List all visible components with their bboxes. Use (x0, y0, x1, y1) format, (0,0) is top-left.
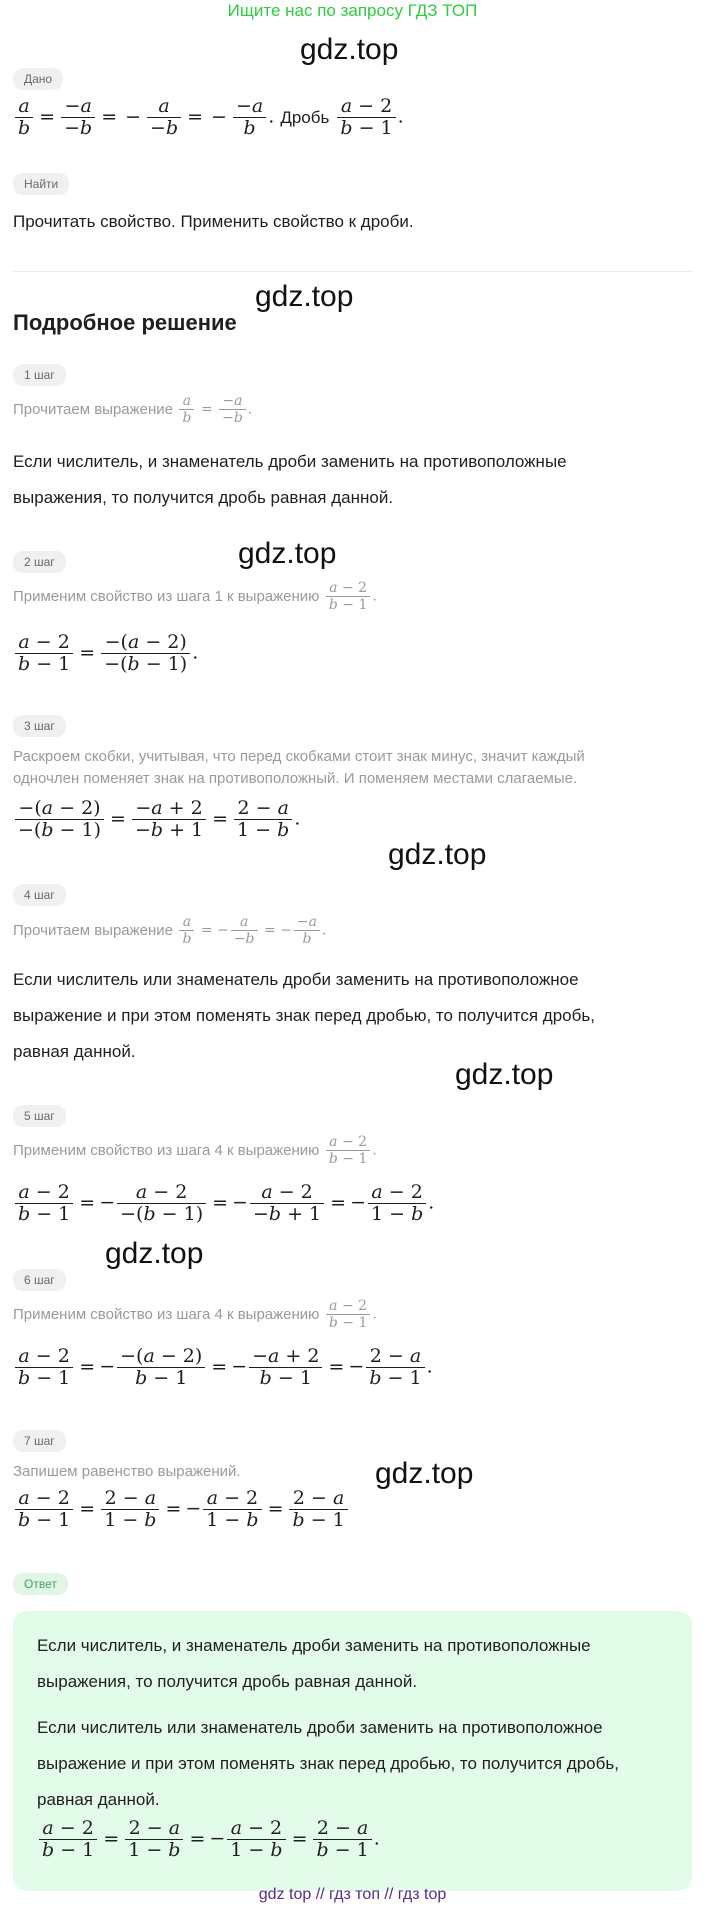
answer-formula: $\frac{a - 2}{b - 1}$ = $\frac{2 - a}{1 - b}$ = − $\frac{a - 2}{1 - b}$ = $\frac{2 - a}{b - 1}$ . (37, 1818, 380, 1861)
step-5-gray: Применим свойство из шага 4 к выражению $\frac{a - 2}{b - 1}$ . (13, 1134, 377, 1167)
step-6-gray: Применим свойство из шага 4 к выражению $\frac{a - 2}{b - 1}$ . (13, 1298, 377, 1331)
step-7-chip: 7 шаг (13, 1430, 66, 1452)
step-3-gray-2: одночлен поменяет знак на противоположный. И поменяем местами слагаемые. (13, 770, 578, 787)
answer-text-2a: Если числитель или знаменатель дроби заменить на противоположное (37, 1718, 603, 1737)
divider (13, 271, 693, 272)
find-chip: Найти (13, 173, 69, 195)
step-4-text-3: равная данной. (13, 1042, 136, 1061)
watermark: gdz.top (375, 1457, 474, 1490)
answer-text-1a: Если числитель, и знаменатель дроби заменить на противоположные (37, 1636, 591, 1655)
step-4-gray: Прочитаем выражение $\frac{a}{b}$ = − $\frac{a}{-b}$ = − $\frac{-a}{b}$ . (13, 914, 327, 947)
step-4-text-1: Если числитель или знаменатель дроби заменить на противоположное (13, 970, 579, 989)
step-2-formula: $\frac{a - 2}{b - 1}$ = $\frac{-(a - 2)}{-(b - 1)}$ . (13, 632, 198, 675)
step-5-formula: $\frac{a - 2}{b - 1}$ = − $\frac{a - 2}{-(b - 1)}$ = − $\frac{a - 2}{-b + 1}$ = − $\frac{a - 2}{1 - b}$ . (13, 1182, 434, 1225)
step-7-gray: Запишем равенство выражений. (13, 1463, 241, 1480)
step-3-gray-1: Раскроем скобки, учитывая, что перед скобками стоит знак минус, значит каждый (13, 748, 585, 765)
find-text: Прочитать свойство. Применить свойство к дроби. (13, 212, 414, 231)
step-4-text-2: выражение и при этом поменять знак перед дробью, то получится дробь, (13, 1006, 595, 1025)
top-banner[interactable]: Ищите нас по запросу ГДЗ ТОП (227, 1, 478, 20)
step-5-chip: 5 шаг (13, 1105, 66, 1127)
watermark: gdz.top (105, 1237, 204, 1270)
step-6-chip: 6 шаг (13, 1269, 66, 1291)
solution-title: Подробное решение (13, 310, 237, 335)
watermark: gdz.top (455, 1058, 554, 1091)
answer-text-2c: равная данной. (37, 1790, 160, 1809)
given-formula: $\frac{a}{b}$ = $\frac{-a}{-b}$ = − $\frac{a}{-b}$ = − $\frac{-a}{b}$ . Дробь $\frac{a - 2}{b - 1}$ . (13, 96, 404, 139)
answer-text-1b: выражения, то получится дробь равная данной. (37, 1672, 418, 1691)
step-2-gray: Применим свойство из шага 1 к выражению $\frac{a - 2}{b - 1}$ . (13, 580, 377, 613)
answer-chip: Ответ (13, 1573, 68, 1595)
watermark: gdz.top (388, 838, 487, 871)
watermark: gdz.top (255, 280, 354, 313)
step-4-chip: 4 шаг (13, 884, 66, 906)
footer-links[interactable]: gdz top // гдз топ // гдз top (258, 1886, 447, 1903)
given-chip: Дано (13, 68, 63, 90)
given-drob-label: Дробь (280, 107, 330, 127)
watermark: gdz.top (300, 33, 399, 66)
step-7-formula: $\frac{a - 2}{b - 1}$ = $\frac{2 - a}{1 - b}$ = − $\frac{a - 2}{1 - b}$ = $\frac{2 - a}{b - 1}$ (13, 1488, 350, 1531)
answer-text-2b: выражение и при этом поменять знак перед дробью, то получится дробь, (37, 1754, 619, 1773)
step-1-text-2: выражения, то получится дробь равная данной. (13, 488, 394, 507)
step-6-formula: $\frac{a - 2}{b - 1}$ = − $\frac{-(a - 2)}{b - 1}$ = − $\frac{-a + 2}{b - 1}$ = − $\frac{2 - a}{b - 1}$ . (13, 1346, 433, 1389)
step-3-chip: 3 шаг (13, 715, 66, 737)
step-1-text-1: Если числитель, и знаменатель дроби заменить на противоположные (13, 452, 567, 471)
step-1-chip: 1 шаг (13, 364, 66, 386)
step-2-chip: 2 шаг (13, 551, 66, 573)
step-3-formula: $\frac{-(a - 2)}{-(b - 1)}$ = $\frac{-a + 2}{-b + 1}$ = $\frac{2 - a}{1 - b}$ . (13, 798, 300, 841)
step-1-gray: Прочитаем выражение $\frac{a}{b}$ = $\frac{-a}{-b}$ . (13, 393, 253, 426)
watermark: gdz.top (238, 537, 337, 570)
